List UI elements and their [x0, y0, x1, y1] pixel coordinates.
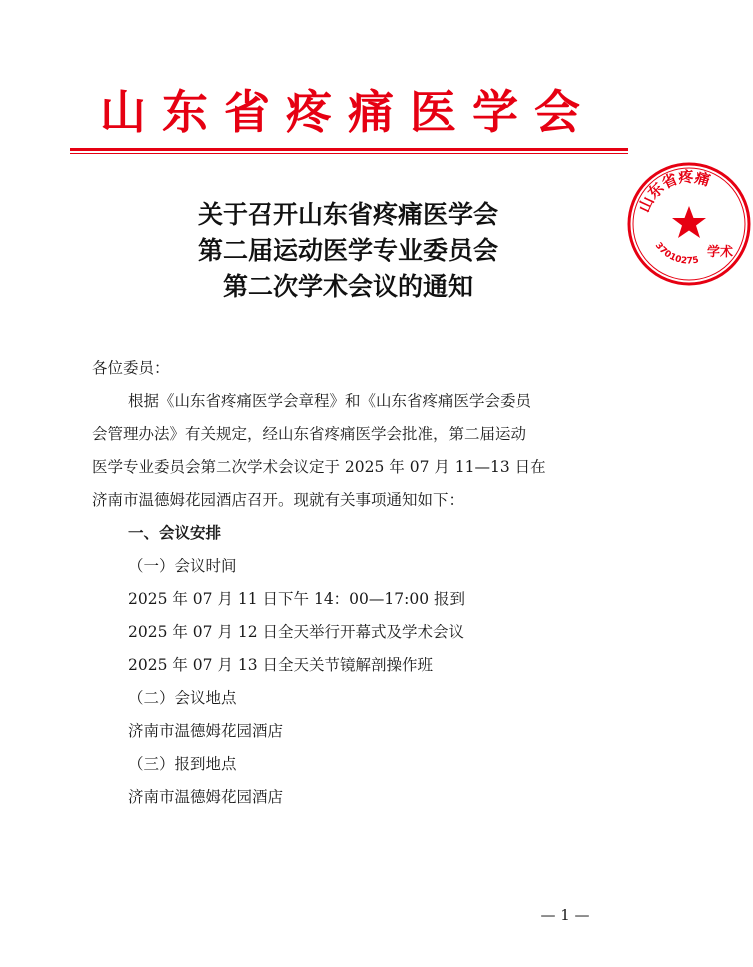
letterhead-red-rule — [70, 148, 628, 151]
intro-line: 济南市温德姆花园酒店召开。现就有关事项通知如下： — [92, 491, 465, 509]
intro-line: 医学专业委员会第二次学术会议定于 2025 年 07 月 11—13 日在 — [92, 458, 546, 476]
subheading-meeting-venue: （二）会议地点 — [128, 689, 237, 707]
intro-line: 根据《山东省疼痛医学会章程》和《山东省疼痛医学会委员 — [128, 392, 532, 410]
meeting-venue: 济南市温德姆花园酒店 — [128, 722, 284, 740]
schedule-item: 2025 年 07 月 12 日全天举行开幕式及学术会议 — [128, 623, 465, 641]
notice-title-line: 第二届运动医学专业委员会 — [197, 236, 498, 265]
notice-title — [90, 197, 606, 305]
section-heading-arrangements: 一、会议安排 — [128, 524, 222, 542]
seal-star-icon — [672, 206, 706, 238]
svg-text:山东省疼痛 — [635, 168, 712, 215]
schedule-item: 2025 年 07 月 11 日下午 14：00—17:00 报到 — [128, 590, 465, 608]
notice-body — [92, 352, 608, 814]
notice-title-line: 关于召开山东省疼痛医学会 — [197, 200, 498, 229]
notice-title-line: 第二次学术会议的通知 — [222, 272, 473, 301]
seal-bottom-text: 学术 — [707, 245, 734, 260]
checkin-venue: 济南市温德姆花园酒店 — [128, 788, 284, 806]
intro-line: 会管理办法》有关规定，经山东省疼痛医学会批准，第二届运动 — [92, 425, 527, 443]
subheading-checkin-venue: （三）报到地点 — [128, 755, 237, 773]
page-number: — 1 — — [540, 906, 590, 924]
seal-top-text: 山东省疼痛 — [634, 167, 713, 215]
letterhead-org-name: 山东省疼痛医学会 — [100, 85, 596, 139]
letterhead-red-rule-thin — [70, 153, 628, 154]
schedule-item: 2025 年 07 月 13 日全天关节镜解剖操作班 — [128, 656, 434, 674]
seal-code-text: 37010275 — [652, 240, 700, 267]
official-seal — [625, 160, 753, 288]
salutation: 各位委员： — [92, 359, 170, 377]
svg-text:37010275 — [653, 241, 700, 267]
subheading-meeting-time: （一）会议时间 — [128, 557, 237, 575]
